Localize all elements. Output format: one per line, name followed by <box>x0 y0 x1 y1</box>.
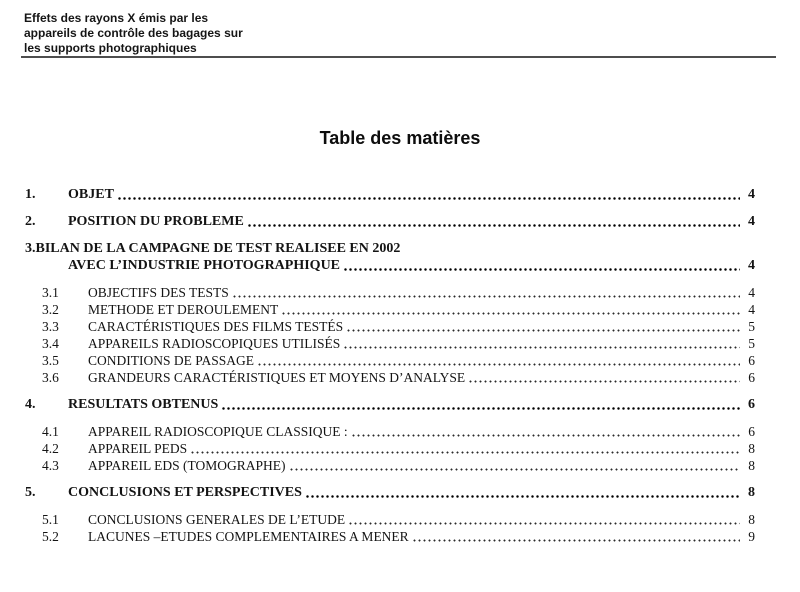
dot-leader <box>289 468 740 471</box>
entry-title: CARACTÉRISTIQUES DES FILMS TESTÉS <box>88 319 344 334</box>
dot-leader <box>468 380 740 383</box>
page-number: 8 <box>748 441 755 456</box>
toc-entry-5-1[interactable] <box>25 511 755 528</box>
toc-entry-4-1[interactable] <box>25 423 755 440</box>
entry-number: 3.5 <box>42 353 59 368</box>
header-divider <box>21 56 776 58</box>
entry-number: 4.1 <box>42 424 59 439</box>
page-number: 4 <box>748 258 755 273</box>
entry-number: 3.1 <box>42 285 59 300</box>
page-number: 9 <box>748 529 755 544</box>
dot-leader <box>351 434 740 437</box>
page-number: 8 <box>748 458 755 473</box>
entry-title: GRANDEURS CARACTÉRISTIQUES ET MOYENS D’ANALYSE <box>88 370 466 385</box>
page-number: 5 <box>748 336 755 351</box>
dot-leader <box>117 197 740 200</box>
page-number: 6 <box>748 370 755 385</box>
entry-title: CONDITIONS DE PASSAGE <box>88 353 255 368</box>
entry-title: LACUNES –ETUDES COMPLEMENTAIRES A MENER <box>88 529 409 544</box>
table-of-contents <box>25 186 755 545</box>
entry-number: 3. <box>25 241 36 256</box>
toc-entry-5[interactable] <box>25 484 755 501</box>
dot-leader <box>346 329 740 332</box>
toc-entry-1[interactable] <box>25 186 755 203</box>
dot-leader <box>348 522 740 525</box>
entry-title: POSITION DU PROBLEME <box>68 214 244 229</box>
entry-title: BILAN DE LA CAMPAGNE DE TEST REALISEE EN 2002 <box>35 241 401 256</box>
entry-title: OBJECTIFS DES TESTS <box>88 285 229 300</box>
toc-entry-3-3[interactable] <box>25 318 755 335</box>
dot-leader <box>305 495 740 498</box>
entry-title: CONCLUSIONS GENERALES DE L’ETUDE <box>88 512 346 527</box>
entry-title: CONCLUSIONS ET PERSPECTIVES <box>68 485 302 500</box>
entry-title: OBJET <box>68 187 114 202</box>
toc-entry-2[interactable] <box>25 213 755 230</box>
dot-leader <box>247 224 740 227</box>
dot-leader <box>190 451 740 454</box>
dot-leader <box>257 363 740 366</box>
entry-number: 3.4 <box>42 336 59 351</box>
dot-leader <box>281 312 740 315</box>
entry-title-continuation: AVEC L’INDUSTRIE PHOTOGRAPHIQUE <box>68 258 341 273</box>
entry-number: 4.2 <box>42 441 59 456</box>
page-number: 4 <box>748 187 755 202</box>
header-note-line-3: les supports photographiques <box>24 41 197 55</box>
page-number: 6 <box>748 424 755 439</box>
toc-entry-5-2[interactable] <box>25 528 755 545</box>
toc-entry-3-6[interactable] <box>25 369 755 386</box>
page-number: 6 <box>748 353 755 368</box>
entry-number: 2. <box>25 214 36 229</box>
entry-number: 4.3 <box>42 458 59 473</box>
dot-leader <box>343 346 740 349</box>
page-number: 4 <box>748 214 755 229</box>
page-number: 5 <box>748 319 755 334</box>
entry-number: 5. <box>25 485 36 500</box>
entry-number: 3.2 <box>42 302 59 317</box>
dot-leader <box>232 295 740 298</box>
entry-number: 5.2 <box>42 529 59 544</box>
entry-number: 5.1 <box>42 512 59 527</box>
toc-entry-4-2[interactable] <box>25 440 755 457</box>
header-note-line-1: Effets des rayons X émis par les <box>24 11 209 25</box>
page-number: 8 <box>748 512 755 527</box>
toc-entry-3-4[interactable] <box>25 335 755 352</box>
page-number: 6 <box>748 397 755 412</box>
page-number: 8 <box>748 485 755 500</box>
entry-title: APPAREIL PEDS <box>88 441 188 456</box>
entry-number: 3.6 <box>42 370 59 385</box>
dot-leader <box>412 539 740 542</box>
entry-number: 1. <box>25 187 36 202</box>
page-title: Table des matières <box>319 128 481 148</box>
entry-title: APPAREILS RADIOSCOPIQUES UTILISÉS <box>88 336 341 351</box>
entry-number: 4. <box>25 397 36 412</box>
page-number: 4 <box>748 302 755 317</box>
header-note <box>24 11 243 56</box>
entry-number: 3.3 <box>42 319 59 334</box>
entry-title: METHODE ET DEROULEMENT <box>88 302 279 317</box>
toc-entry-4[interactable] <box>25 396 755 413</box>
dot-leader <box>221 407 740 410</box>
entry-title: APPAREIL EDS (TOMOGRAPHE) <box>88 458 286 473</box>
entry-title: RESULTATS OBTENUS <box>68 397 219 412</box>
entry-title: APPAREIL RADIOSCOPIQUE CLASSIQUE : <box>88 424 348 439</box>
page-number: 4 <box>748 285 755 300</box>
toc-entry-3-1[interactable] <box>25 284 755 301</box>
toc-entry-3-2[interactable] <box>25 301 755 318</box>
dot-leader <box>343 268 740 271</box>
header-note-line-2: appareils de contrôle des bagages sur <box>24 26 243 40</box>
toc-entry-3[interactable] <box>25 240 755 274</box>
toc-entry-3-5[interactable] <box>25 352 755 369</box>
toc-entry-4-3[interactable] <box>25 457 755 474</box>
